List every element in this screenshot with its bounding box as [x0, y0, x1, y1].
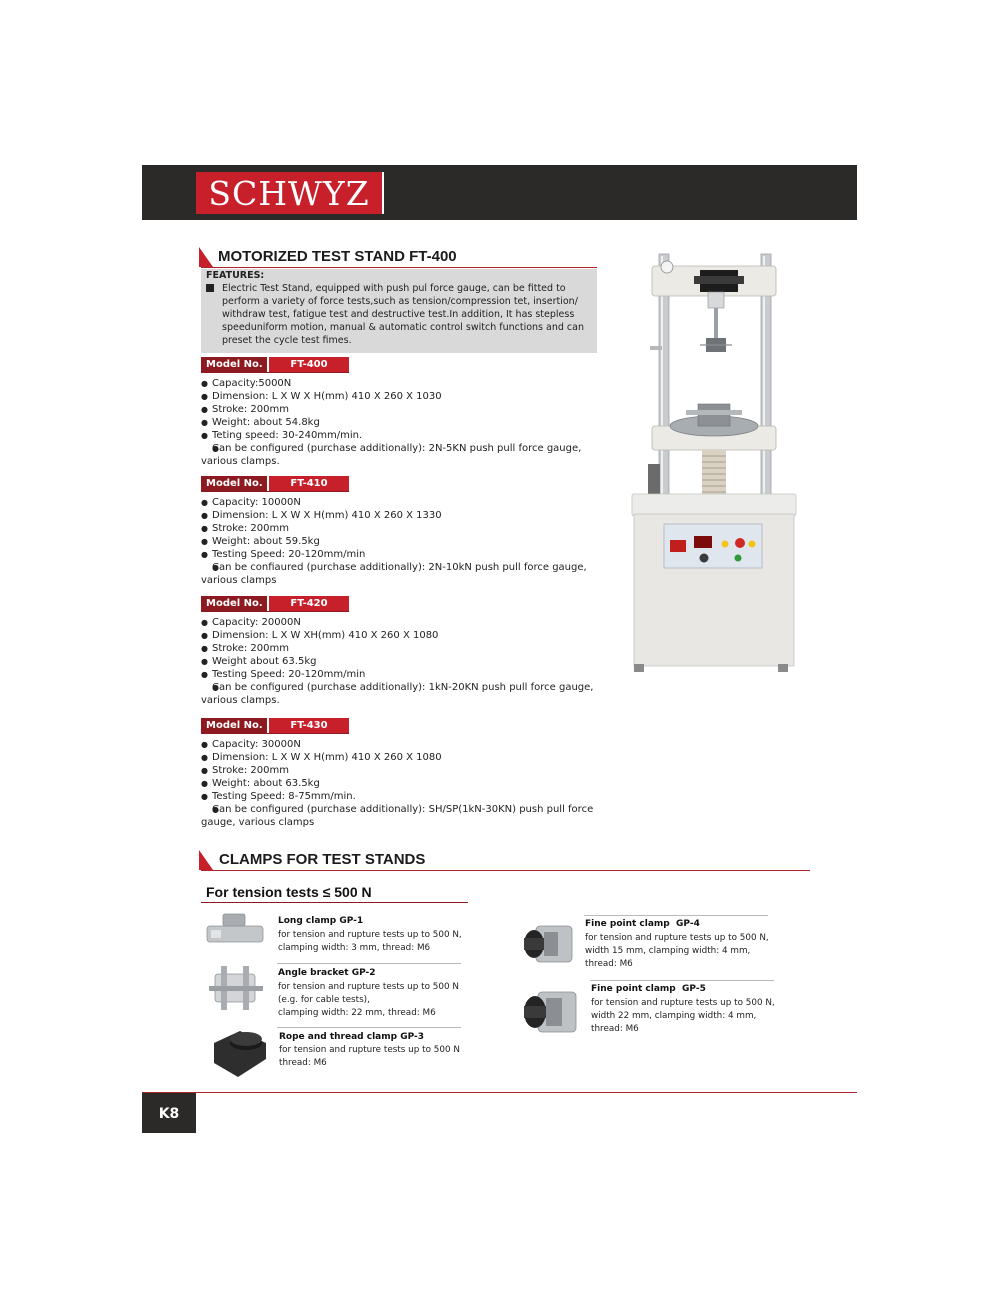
spec-list [201, 738, 597, 829]
clamp-name: Rope and thread clamp [279, 1032, 398, 1042]
clamp-description [279, 1044, 460, 1070]
square-bullet-icon [206, 284, 214, 292]
spec-item: ● Testing Speed: 20-120mm/min [201, 548, 597, 561]
clamp-name: Long clamp [278, 916, 337, 926]
spec-item: ● Testing Speed: 20-120mm/min [201, 668, 597, 681]
spec-item: ● Weight: about 59.5kg [201, 535, 597, 548]
spec-item: ● Dimension: L X W X H(mm) 410 X 260 X 1030 [201, 390, 597, 403]
spec-item: ● Capacity:5000N [201, 377, 597, 390]
section-title-stand: MOTORIZED TEST STAND FT-400 [218, 248, 457, 265]
spec-item: ● Dimension: L X W XH(mm) 410 X 260 X 1080 [201, 629, 597, 642]
spec-item: ● Can be confiaured (purchase additionally): 2N-10kN push pull force gauge, various clamps [201, 561, 597, 587]
model-tag-rule [201, 372, 349, 373]
section-title-clamps: CLAMPS FOR TEST STANDS [219, 851, 426, 868]
brand-logo-text: SCHWYZ [208, 174, 370, 213]
clamp-code: GP-1 [339, 916, 364, 926]
model-tag [201, 476, 349, 492]
clamp-title [585, 919, 700, 929]
spec-item: ● Weight: about 63.5kg [201, 777, 597, 790]
footer-rule [142, 1092, 857, 1093]
page-number: K8 [142, 1093, 196, 1133]
model-label: Model No. [201, 476, 267, 492]
spec-list [201, 496, 597, 587]
clamp-description [591, 997, 775, 1036]
model-tag-rule [201, 491, 349, 492]
divider [584, 915, 768, 916]
divider [277, 1027, 461, 1028]
spec-item: ● Stroke: 200mm [201, 642, 597, 655]
tension-rule [201, 902, 468, 903]
spec-item: ● Capacity: 30000N [201, 738, 597, 751]
section-rule [201, 267, 597, 268]
spec-item: ● Stroke: 200mm [201, 764, 597, 777]
section-marker [199, 247, 213, 267]
model-tag-rule [201, 733, 349, 734]
long-clamp-image [205, 912, 269, 950]
model-tag [201, 357, 349, 373]
clamp-desc-line: (e.g. for cable tests), [278, 995, 370, 1005]
clamp-desc-line: width 15 mm, clamping width: 4 mm, [585, 946, 751, 956]
model-tag [201, 596, 349, 612]
model-number: FT-410 [269, 476, 349, 492]
brand-logo [196, 172, 384, 214]
section-marker [199, 850, 213, 870]
model-label: Model No. [201, 357, 267, 373]
test-stand-image [628, 250, 800, 678]
clamp-desc-line: for tension and rupture tests up to 500 N [279, 1045, 460, 1055]
clamp-desc-line: clamping width: 22 mm, thread: M6 [278, 1008, 436, 1018]
spec-list [201, 377, 597, 468]
spec-item: ● Can be configured (purchase additionally): 1kN-20KN push pull force gauge, various clamps. [201, 681, 597, 707]
spec-item: ● Can be configured (purchase additionally): 2N-5KN push pull force gauge, various clamps. [201, 442, 597, 468]
spec-item: ● Can be configured (purchase additionally): SH/SP(1kN-30KN) push pull force gauge, various clamps [201, 803, 597, 829]
features-label: FEATURES: [206, 270, 265, 281]
fine-point-clamp-image [522, 918, 578, 968]
divider [590, 980, 774, 981]
spec-item: ● Capacity: 20000N [201, 616, 597, 629]
spec-item: ● Weight: about 54.8kg [201, 416, 597, 429]
fine-point-clamp-image [522, 984, 580, 1040]
clamp-code: GP-4 [676, 919, 700, 929]
clamp-desc-line: thread: M6 [591, 1024, 639, 1034]
model-number: FT-430 [269, 718, 349, 734]
features-box [201, 269, 597, 353]
model-tag-rule [201, 611, 349, 612]
clamp-desc-line: for tension and rupture tests up to 500 N, [591, 998, 775, 1008]
clamp-description [278, 981, 459, 1020]
section-rule [201, 870, 810, 871]
model-label: Model No. [201, 596, 267, 612]
model-number: FT-420 [269, 596, 349, 612]
clamp-description [585, 932, 769, 971]
clamp-desc-line: width 22 mm, clamping width: 4 mm, [591, 1011, 757, 1021]
clamp-desc-line: for tension and rupture tests up to 500 N [278, 982, 459, 992]
spec-item: ● Weight about 63.5kg [201, 655, 597, 668]
clamp-name: Angle bracket [278, 968, 349, 978]
tension-heading: For tension tests ≤ 500 N [206, 884, 372, 900]
clamp-title [591, 984, 706, 994]
spec-item: ● Testing Speed: 8-75mm/min. [201, 790, 597, 803]
spec-item: ● Stroke: 200mm [201, 403, 597, 416]
spec-item: ● Dimension: L X W X H(mm) 410 X 260 X 1080 [201, 751, 597, 764]
spec-list [201, 616, 597, 707]
model-tag [201, 718, 349, 734]
clamp-name: Fine point clamp [591, 984, 676, 994]
clamp-desc-line: for tension and rupture tests up to 500 N, [585, 933, 769, 943]
spec-item: ● Dimension: L X W X H(mm) 410 X 260 X 1330 [201, 509, 597, 522]
clamp-code: GP-5 [682, 984, 706, 994]
clamp-title [278, 968, 376, 978]
clamp-desc-line: clamping width: 3 mm, thread: M6 [278, 943, 431, 953]
clamp-title [278, 916, 363, 926]
clamp-desc-line: for tension and rupture tests up to 500 N, [278, 930, 462, 940]
model-label: Model No. [201, 718, 267, 734]
clamp-code: GP-3 [400, 1032, 425, 1042]
rope-thread-clamp-image [210, 1025, 270, 1079]
clamp-description [278, 929, 462, 955]
clamp-name: Fine point clamp [585, 919, 670, 929]
spec-item: ● Stroke: 200mm [201, 522, 597, 535]
spec-item: ● Capacity: 10000N [201, 496, 597, 509]
angle-bracket-image [209, 964, 267, 1014]
model-number: FT-400 [269, 357, 349, 373]
clamp-title [279, 1032, 424, 1042]
clamp-desc-line: thread: M6 [279, 1058, 327, 1068]
divider [277, 963, 461, 964]
clamp-code: GP-2 [351, 968, 376, 978]
features-text: Electric Test Stand, equipped with push pul force gauge, can be fitted to perform a variety of force tests,such as tension/compression tet, insertion/ withdraw test, fatigue test and destructive test.In addition, It has stepless speeduniform motion, manual & automatic control switch functions and can preset the cycle test fimes. [222, 283, 584, 346]
spec-item: ● Teting speed: 30-240mm/min. [201, 429, 597, 442]
clamp-desc-line: thread: M6 [585, 959, 633, 969]
